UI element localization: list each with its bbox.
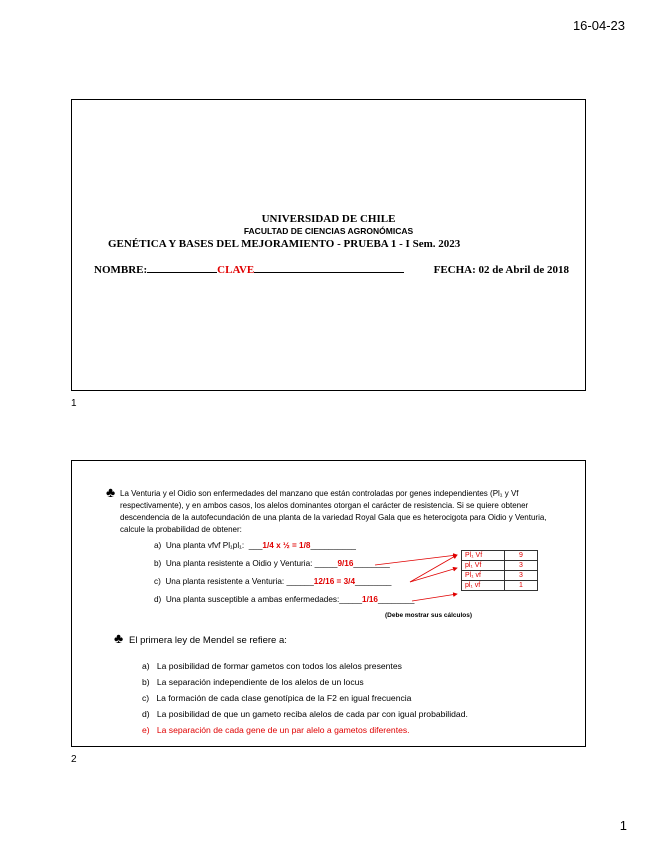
slide-2 [71, 460, 586, 747]
arrow-b-1 [375, 555, 457, 565]
name-date-row [94, 264, 569, 276]
page-number: 1 [619, 818, 627, 833]
q2-option-d: d) La posibilidad de que un gameto reciba alelos de cada par con igual probabilidad. [142, 709, 468, 719]
q2-option-b: b) La separación independiente de los alelos de un locus [142, 677, 364, 687]
table-row: pl₁ vf 1 [462, 581, 538, 591]
name-field [94, 264, 404, 276]
q1-option-b: b) Una planta resistente a Oidio y Venturia: _____9/16________ [154, 559, 390, 568]
course-title: GENÉTICA Y BASES DEL MEJORAMIENTO - PRUEBA 1 - I Sem. 2023 [108, 238, 461, 250]
name-value: CLAVE [217, 264, 255, 276]
university-title: UNIVERSIDAD DE CHILE [261, 213, 396, 225]
table-row: pl₁ Vf 3 [462, 561, 538, 571]
slide-1 [71, 99, 586, 391]
question-2-text: El primera ley de Mendel se refiere a: [129, 635, 287, 646]
q2-option-e: e) La separación de cada gene de un par alelo a gametos diferentes. [142, 725, 410, 735]
q1-option-a: a) Una planta vfvf Pl₁pl₁: ___1/4 x ½ = 1/8__________ [154, 541, 356, 550]
arrow-c-2 [410, 568, 457, 582]
q2-option-c: c) La formación de cada clase genotípica de la F2 en igual frecuencia [142, 693, 412, 703]
club-icon: ♣ [106, 484, 116, 500]
question-1-text: La Venturia y el Oidio son enfermedades del manzano que están controladas por genes independientes (Pl₁ y Vf respectivamente), y en ambos casos, los alelos dominantes otorgan el carácter de resistencia. Si se quiere obtener descendencia de la autofecundación de una planta de la variedad Royal Gala que es heterocigota para Oidio y Venturia, calcule la probabilidad de obtener: [120, 489, 547, 534]
faculty-title: FACULTAD DE CIENCIAS AGRONÓMICAS [243, 226, 414, 236]
arrow-c-1 [410, 555, 457, 582]
document-date: 16-04-23 [572, 18, 625, 33]
club-icon-2: ♣ [114, 630, 124, 646]
q1-option-c: c) Una planta resistente a Venturia: ______12/16 = 3/4________ [154, 577, 392, 586]
slide-number-1: 1 [71, 398, 77, 409]
table-row: Pl₁ vf 3 [462, 571, 538, 581]
arrow-d-1 [412, 594, 457, 601]
exam-date: FECHA: 02 de Abril de 2018 [433, 264, 569, 276]
genotype-table [461, 550, 538, 591]
answer-arrows [72, 461, 585, 746]
q1-option-d: d) Una planta susceptible a ambas enfermedades:_____1/16________ [154, 595, 415, 604]
calc-note: (Debe mostrar sus cálculos) [385, 612, 473, 619]
table-row: Pl₁ Vf 9 [462, 551, 538, 561]
q2-option-a: a) La posibilidad de formar gametos con todos los alelos presentes [142, 661, 402, 671]
name-label: NOMBRE: [94, 264, 148, 276]
slide-number-2: 2 [71, 754, 77, 765]
